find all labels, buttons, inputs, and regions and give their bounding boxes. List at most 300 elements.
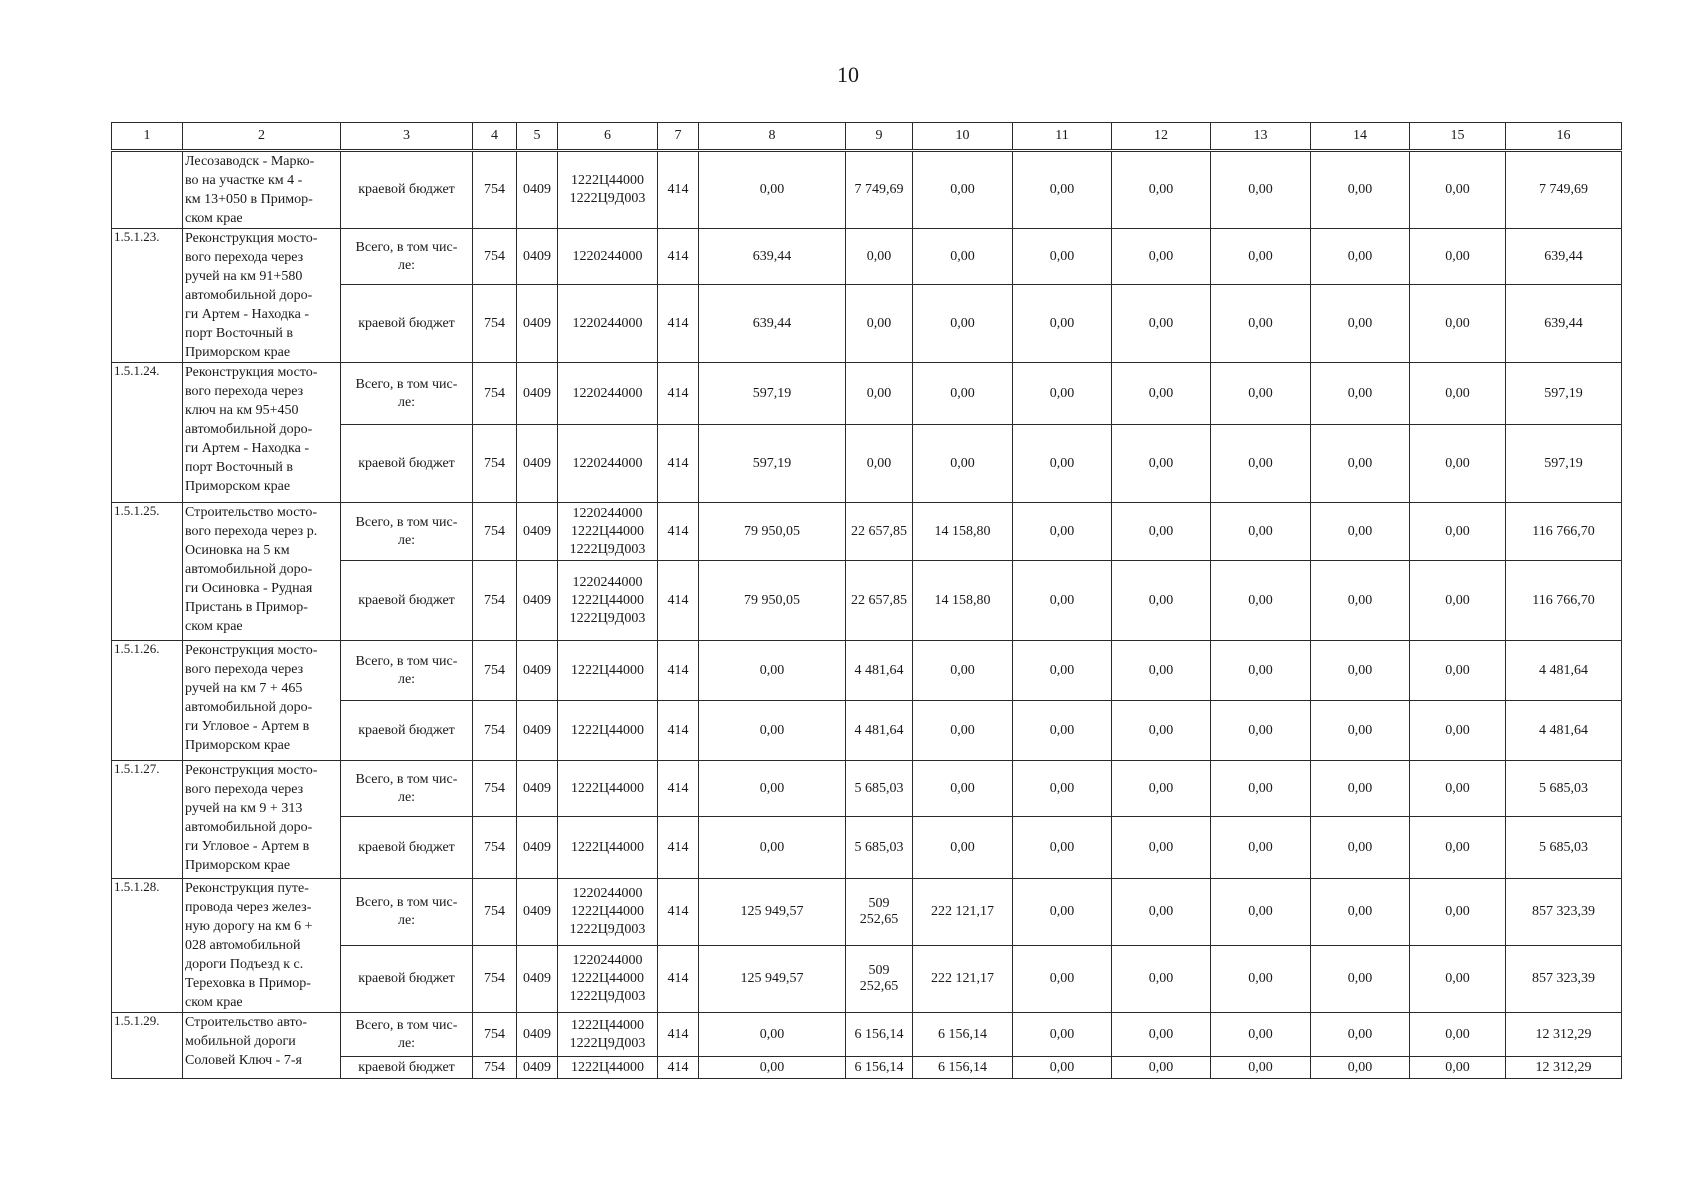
amount-cell: 509 252,65 bbox=[846, 879, 913, 946]
amount-cell: 0,00 bbox=[1410, 761, 1506, 817]
amount-cell: 0,00 bbox=[1112, 817, 1211, 879]
text-line: ле: bbox=[397, 913, 416, 928]
item-code: 1.5.1.24. bbox=[112, 363, 183, 503]
funding-source bbox=[341, 641, 473, 701]
amount-cell: 4 481,64 bbox=[1506, 701, 1622, 761]
expense-type-code: 414 bbox=[658, 761, 699, 817]
amount-cell: 597,19 bbox=[1506, 363, 1622, 425]
amount-cell: 0,00 bbox=[1410, 641, 1506, 701]
ministry-code: 754 bbox=[473, 229, 517, 285]
target-article-code bbox=[558, 761, 658, 817]
amount-cell: 0,00 bbox=[1311, 561, 1410, 641]
funding-source bbox=[341, 946, 473, 1013]
text-line: краевой бюджет bbox=[358, 722, 455, 738]
funding-source bbox=[341, 151, 473, 229]
amount-cell: 0,00 bbox=[1211, 561, 1311, 641]
text-line: 1220244000 bbox=[572, 953, 643, 968]
table-body bbox=[112, 151, 1622, 1079]
funding-source bbox=[341, 817, 473, 879]
amount-cell: 0,00 bbox=[1112, 425, 1211, 503]
amount-cell: 639,44 bbox=[699, 285, 846, 363]
text-line: краевой бюджет bbox=[358, 455, 455, 471]
text-line: Соловей Ключ - 7-я bbox=[185, 1053, 302, 1068]
section-code: 0409 bbox=[517, 285, 558, 363]
amount-cell: 0,00 bbox=[1112, 1057, 1211, 1079]
amount-cell: 222 121,17 bbox=[913, 879, 1013, 946]
text-line: во на участке км 4 - bbox=[185, 173, 303, 188]
text-line: 1222Ц44000 bbox=[570, 1059, 645, 1075]
text-line: автомобильной доро- bbox=[185, 288, 313, 303]
amount-cell: 0,00 bbox=[1311, 285, 1410, 363]
section-code: 0409 bbox=[517, 503, 558, 561]
text-line: 028 автомобильной bbox=[185, 938, 301, 953]
section-code: 0409 bbox=[517, 151, 558, 229]
amount-cell: 0,00 bbox=[913, 701, 1013, 761]
amount-cell: 0,00 bbox=[1013, 363, 1112, 425]
text-line: 1222Ц9Д003 bbox=[569, 989, 646, 1004]
column-header: 7 bbox=[658, 123, 699, 151]
table-row bbox=[112, 229, 1622, 285]
text-line: вого перехода через bbox=[185, 384, 304, 399]
amount-cell: 22 657,85 bbox=[846, 561, 913, 641]
item-name bbox=[183, 503, 341, 641]
amount-cell: 0,00 bbox=[1311, 363, 1410, 425]
amount-cell: 0,00 bbox=[1410, 946, 1506, 1013]
column-header: 16 bbox=[1506, 123, 1622, 151]
amount-cell: 0,00 bbox=[1211, 817, 1311, 879]
expense-type-code: 414 bbox=[658, 425, 699, 503]
funding-source bbox=[341, 561, 473, 641]
amount-cell: 12 312,29 bbox=[1506, 1013, 1622, 1057]
expense-type-code: 414 bbox=[658, 1013, 699, 1057]
section-code: 0409 bbox=[517, 229, 558, 285]
funding-source bbox=[341, 503, 473, 561]
column-header: 6 bbox=[558, 123, 658, 151]
expense-type-code: 414 bbox=[658, 946, 699, 1013]
text-line: Осиновка на 5 км bbox=[185, 543, 290, 558]
amount-cell: 0,00 bbox=[913, 425, 1013, 503]
amount-cell: 0,00 bbox=[699, 761, 846, 817]
amount-cell: 0,00 bbox=[913, 151, 1013, 229]
text-line: ключ на км 95+450 bbox=[185, 403, 299, 418]
amount-cell: 14 158,80 bbox=[913, 503, 1013, 561]
item-name bbox=[183, 761, 341, 879]
item-name bbox=[183, 151, 341, 229]
amount-cell: 6 156,14 bbox=[913, 1057, 1013, 1079]
table-row bbox=[112, 879, 1622, 946]
text-line: ручей на км 9 + 313 bbox=[185, 801, 303, 816]
target-article-code bbox=[558, 879, 658, 946]
item-code: 1.5.1.26. bbox=[112, 641, 183, 761]
item-name bbox=[183, 879, 341, 1013]
amount-cell: 0,00 bbox=[1410, 285, 1506, 363]
amount-cell: 5 685,03 bbox=[846, 817, 913, 879]
amount-cell: 0,00 bbox=[1013, 229, 1112, 285]
amount-cell: 0,00 bbox=[913, 285, 1013, 363]
ministry-code: 754 bbox=[473, 817, 517, 879]
amount-cell: 0,00 bbox=[1013, 425, 1112, 503]
column-header: 1 bbox=[112, 123, 183, 151]
ministry-code: 754 bbox=[473, 561, 517, 641]
amount-cell: 79 950,05 bbox=[699, 503, 846, 561]
target-article-code bbox=[558, 363, 658, 425]
target-article-code bbox=[558, 561, 658, 641]
amount-cell: 6 156,14 bbox=[846, 1013, 913, 1057]
text-line: вого перехода через bbox=[185, 782, 304, 797]
text-line: ском крае bbox=[185, 995, 243, 1010]
ministry-code: 754 bbox=[473, 1013, 517, 1057]
text-line: 1220244000 bbox=[572, 505, 643, 521]
ministry-code: 754 bbox=[473, 285, 517, 363]
text-line: ле: bbox=[397, 532, 416, 548]
amount-cell: 116 766,70 bbox=[1506, 561, 1622, 641]
expense-type-code: 414 bbox=[658, 817, 699, 879]
amount-cell: 0,00 bbox=[1112, 1013, 1211, 1057]
text-line: ручей на км 7 + 465 bbox=[185, 681, 303, 696]
amount-cell: 0,00 bbox=[1211, 503, 1311, 561]
amount-cell: 5 685,03 bbox=[846, 761, 913, 817]
amount-cell: 0,00 bbox=[913, 641, 1013, 701]
amount-cell: 116 766,70 bbox=[1506, 503, 1622, 561]
target-article-code bbox=[558, 425, 658, 503]
section-code: 0409 bbox=[517, 701, 558, 761]
amount-cell: 4 481,64 bbox=[846, 701, 913, 761]
expense-type-code: 414 bbox=[658, 561, 699, 641]
column-header: 12 bbox=[1112, 123, 1211, 151]
text-line: дороги Подъезд к с. bbox=[185, 957, 304, 972]
item-code: 1.5.1.29. bbox=[112, 1013, 183, 1079]
amount-cell: 0,00 bbox=[1112, 363, 1211, 425]
amount-cell: 0,00 bbox=[1013, 879, 1112, 946]
amount-cell: 0,00 bbox=[1013, 151, 1112, 229]
funding-source bbox=[341, 879, 473, 946]
text-line: ском крае bbox=[185, 619, 243, 634]
column-header: 4 bbox=[473, 123, 517, 151]
table-row bbox=[112, 151, 1622, 229]
amount-cell: 0,00 bbox=[699, 817, 846, 879]
amount-cell: 0,00 bbox=[1013, 761, 1112, 817]
text-line: Всего, в том чис- bbox=[355, 771, 458, 787]
table-row bbox=[112, 761, 1622, 817]
amount-cell: 0,00 bbox=[1410, 425, 1506, 503]
target-article-code bbox=[558, 285, 658, 363]
amount-cell: 22 657,85 bbox=[846, 503, 913, 561]
amount-cell: 0,00 bbox=[699, 151, 846, 229]
text-line: Приморском крае bbox=[185, 345, 291, 360]
amount-cell: 0,00 bbox=[1311, 946, 1410, 1013]
text-line: мобильной дороги bbox=[185, 1034, 296, 1049]
amount-cell: 0,00 bbox=[1311, 641, 1410, 701]
amount-cell: 0,00 bbox=[1013, 1057, 1112, 1079]
text-line: вого перехода через bbox=[185, 662, 304, 677]
expense-type-code: 414 bbox=[658, 229, 699, 285]
amount-cell: 0,00 bbox=[1112, 641, 1211, 701]
funding-source bbox=[341, 363, 473, 425]
target-article-code bbox=[558, 1057, 658, 1079]
text-line: Всего, в том чис- bbox=[355, 376, 458, 392]
text-line: 1222Ц9Д003 bbox=[569, 922, 646, 937]
text-line: 1220244000 bbox=[572, 574, 643, 590]
text-line: ручей на км 91+580 bbox=[185, 269, 303, 284]
funding-source bbox=[341, 1057, 473, 1079]
text-line: 1222Ц9Д003 bbox=[569, 1035, 646, 1051]
amount-cell: 0,00 bbox=[1112, 761, 1211, 817]
table-row bbox=[112, 641, 1622, 701]
amount-cell: 0,00 bbox=[1112, 151, 1211, 229]
amount-cell: 0,00 bbox=[1013, 641, 1112, 701]
ministry-code: 754 bbox=[473, 503, 517, 561]
text-line: 1220244000 bbox=[572, 248, 643, 264]
target-article-code bbox=[558, 229, 658, 285]
text-line: 1222Ц44000 bbox=[570, 839, 645, 855]
amount-cell: 0,00 bbox=[1311, 761, 1410, 817]
table-row bbox=[112, 503, 1622, 561]
text-line: автомобильной доро- bbox=[185, 562, 313, 577]
section-code: 0409 bbox=[517, 817, 558, 879]
amount-cell: 0,00 bbox=[1311, 503, 1410, 561]
text-line: 1220244000 bbox=[572, 455, 643, 471]
text-line: Реконструкция мосто- bbox=[185, 231, 318, 246]
column-header: 10 bbox=[913, 123, 1013, 151]
expense-type-code: 414 bbox=[658, 151, 699, 229]
amount-cell: 6 156,14 bbox=[846, 1057, 913, 1079]
item-name bbox=[183, 1013, 341, 1079]
amount-cell: 0,00 bbox=[1112, 879, 1211, 946]
funding-source bbox=[341, 425, 473, 503]
amount-cell: 0,00 bbox=[1211, 946, 1311, 1013]
text-line: Приморском крае bbox=[185, 479, 291, 494]
amount-cell: 0,00 bbox=[1013, 285, 1112, 363]
text-line: вого перехода через bbox=[185, 250, 304, 265]
amount-cell: 0,00 bbox=[1311, 817, 1410, 879]
text-line: Реконструкция путе- bbox=[185, 881, 309, 896]
amount-cell: 5 685,03 bbox=[1506, 761, 1622, 817]
amount-cell: 0,00 bbox=[699, 1013, 846, 1057]
budget-table bbox=[111, 122, 1622, 1079]
text-line: краевой бюджет bbox=[358, 315, 455, 331]
text-line: 1220244000 bbox=[572, 886, 643, 901]
amount-cell: 0,00 bbox=[1013, 1013, 1112, 1057]
column-header: 2 bbox=[183, 123, 341, 151]
section-code: 0409 bbox=[517, 946, 558, 1013]
amount-cell: 0,00 bbox=[1311, 151, 1410, 229]
amount-cell: 0,00 bbox=[1410, 151, 1506, 229]
text-line: порт Восточный в bbox=[185, 460, 293, 475]
amount-cell: 0,00 bbox=[1013, 817, 1112, 879]
text-line: Всего, в том чис- bbox=[355, 514, 458, 530]
amount-cell: 0,00 bbox=[1410, 1057, 1506, 1079]
text-line: краевой бюджет bbox=[358, 592, 455, 608]
text-line: порт Восточный в bbox=[185, 326, 293, 341]
text-line: Строительство мосто- bbox=[185, 505, 318, 520]
amount-cell: 0,00 bbox=[846, 363, 913, 425]
amount-cell: 857 323,39 bbox=[1506, 946, 1622, 1013]
amount-cell: 509 252,65 bbox=[846, 946, 913, 1013]
text-line: ском крае bbox=[185, 211, 243, 226]
amount-cell: 0,00 bbox=[1410, 1013, 1506, 1057]
page-number: 10 bbox=[837, 62, 859, 87]
amount-cell: 7 749,69 bbox=[1506, 151, 1622, 229]
amount-cell: 0,00 bbox=[1211, 761, 1311, 817]
text-line: краевой бюджет bbox=[358, 839, 455, 855]
text-line: ги Артем - Находка - bbox=[185, 307, 309, 322]
target-article-code bbox=[558, 817, 658, 879]
amount-cell: 125 949,57 bbox=[699, 879, 846, 946]
text-line: км 13+050 в Примор- bbox=[185, 192, 313, 207]
section-code: 0409 bbox=[517, 363, 558, 425]
text-line: Строительство авто- bbox=[185, 1015, 308, 1030]
text-line: ги Артем - Находка - bbox=[185, 441, 309, 456]
text-line: 1222Ц44000 bbox=[570, 971, 645, 986]
amount-cell: 222 121,17 bbox=[913, 946, 1013, 1013]
text-line: автомобильной доро- bbox=[185, 700, 313, 715]
amount-cell: 0,00 bbox=[1311, 1057, 1410, 1079]
item-code bbox=[112, 151, 183, 229]
text-line: 1222Ц44000 bbox=[570, 780, 645, 796]
text-line: ги Осиновка - Рудная bbox=[185, 581, 313, 596]
amount-cell: 0,00 bbox=[1410, 363, 1506, 425]
text-line: 1220244000 bbox=[572, 315, 643, 331]
item-name bbox=[183, 229, 341, 363]
text-line: Пристань в Примор- bbox=[185, 600, 308, 615]
amount-cell: 597,19 bbox=[1506, 425, 1622, 503]
amount-cell: 0,00 bbox=[1013, 503, 1112, 561]
item-code: 1.5.1.25. bbox=[112, 503, 183, 641]
column-header: 9 bbox=[846, 123, 913, 151]
text-line: ги Угловое - Артем в bbox=[185, 839, 310, 854]
amount-cell: 0,00 bbox=[1211, 1013, 1311, 1057]
text-line: 1222Ц44000 bbox=[570, 722, 645, 738]
funding-source bbox=[341, 285, 473, 363]
column-header: 11 bbox=[1013, 123, 1112, 151]
item-code: 1.5.1.27. bbox=[112, 761, 183, 879]
text-line: ле: bbox=[397, 789, 416, 805]
amount-cell: 597,19 bbox=[699, 425, 846, 503]
table-row bbox=[112, 1013, 1622, 1057]
expense-type-code: 414 bbox=[658, 285, 699, 363]
amount-cell: 0,00 bbox=[1211, 285, 1311, 363]
text-line: автомобильной доро- bbox=[185, 820, 313, 835]
expense-type-code: 414 bbox=[658, 1057, 699, 1079]
amount-cell: 0,00 bbox=[846, 229, 913, 285]
text-line: 1222Ц44000 bbox=[570, 523, 645, 539]
funding-source bbox=[341, 229, 473, 285]
text-line: ле: bbox=[397, 671, 416, 687]
funding-source bbox=[341, 761, 473, 817]
amount-cell: 0,00 bbox=[1311, 1013, 1410, 1057]
target-article-code bbox=[558, 1013, 658, 1057]
ministry-code: 754 bbox=[473, 363, 517, 425]
expense-type-code: 414 bbox=[658, 503, 699, 561]
amount-cell: 0,00 bbox=[699, 641, 846, 701]
text-line: Всего, в том чис- bbox=[355, 653, 458, 669]
section-code: 0409 bbox=[517, 879, 558, 946]
item-name bbox=[183, 641, 341, 761]
funding-source bbox=[341, 701, 473, 761]
amount-cell: 0,00 bbox=[1311, 879, 1410, 946]
amount-cell: 0,00 bbox=[1112, 503, 1211, 561]
text-line: ле: bbox=[397, 1035, 416, 1051]
amount-cell: 0,00 bbox=[1112, 229, 1211, 285]
amount-cell: 0,00 bbox=[1410, 561, 1506, 641]
amount-cell: 0,00 bbox=[1112, 701, 1211, 761]
amount-cell: 0,00 bbox=[913, 761, 1013, 817]
text-line: 1222Ц9Д003 bbox=[569, 610, 646, 626]
item-code: 1.5.1.23. bbox=[112, 229, 183, 363]
ministry-code: 754 bbox=[473, 1057, 517, 1079]
column-header: 14 bbox=[1311, 123, 1410, 151]
amount-cell: 0,00 bbox=[1112, 561, 1211, 641]
target-article-code bbox=[558, 701, 658, 761]
amount-cell: 0,00 bbox=[1211, 363, 1311, 425]
amount-cell: 0,00 bbox=[1211, 879, 1311, 946]
header-row bbox=[112, 123, 1622, 151]
column-header: 15 bbox=[1410, 123, 1506, 151]
target-article-code bbox=[558, 503, 658, 561]
ministry-code: 754 bbox=[473, 701, 517, 761]
column-header: 3 bbox=[341, 123, 473, 151]
target-article-code bbox=[558, 151, 658, 229]
target-article-code bbox=[558, 641, 658, 701]
text-line: Всего, в том чис- bbox=[355, 895, 458, 910]
column-header: 8 bbox=[699, 123, 846, 151]
amount-cell: 0,00 bbox=[1211, 425, 1311, 503]
amount-cell: 0,00 bbox=[1410, 879, 1506, 946]
amount-cell: 0,00 bbox=[699, 1057, 846, 1079]
expense-type-code: 414 bbox=[658, 363, 699, 425]
text-line: Реконструкция мосто- bbox=[185, 643, 318, 658]
amount-cell: 0,00 bbox=[913, 817, 1013, 879]
amount-cell: 0,00 bbox=[699, 701, 846, 761]
amount-cell: 5 685,03 bbox=[1506, 817, 1622, 879]
text-line: ле: bbox=[397, 394, 416, 410]
amount-cell: 0,00 bbox=[1410, 701, 1506, 761]
section-code: 0409 bbox=[517, 1057, 558, 1079]
text-line: Лесозаводск - Марко- bbox=[185, 154, 315, 169]
section-code: 0409 bbox=[517, 641, 558, 701]
column-header: 5 bbox=[517, 123, 558, 151]
amount-cell: 14 158,80 bbox=[913, 561, 1013, 641]
item-name bbox=[183, 363, 341, 503]
amount-cell: 0,00 bbox=[1211, 1057, 1311, 1079]
text-line: 1222Ц44000 bbox=[570, 592, 645, 608]
amount-cell: 7 749,69 bbox=[846, 151, 913, 229]
section-code: 0409 bbox=[517, 1013, 558, 1057]
expense-type-code: 414 bbox=[658, 641, 699, 701]
text-line: ную дорогу на км 6 + bbox=[185, 919, 313, 934]
text-line: 1222Ц44000 bbox=[570, 1017, 645, 1033]
amount-cell: 0,00 bbox=[1013, 561, 1112, 641]
ministry-code: 754 bbox=[473, 879, 517, 946]
text-line: 1222Ц44000 bbox=[570, 904, 645, 919]
table-row bbox=[112, 363, 1622, 425]
amount-cell: 0,00 bbox=[1211, 641, 1311, 701]
amount-cell: 639,44 bbox=[699, 229, 846, 285]
amount-cell: 0,00 bbox=[846, 425, 913, 503]
section-code: 0409 bbox=[517, 561, 558, 641]
amount-cell: 0,00 bbox=[1311, 701, 1410, 761]
ministry-code: 754 bbox=[473, 425, 517, 503]
amount-cell: 0,00 bbox=[1112, 946, 1211, 1013]
text-line: Тереховка в Примор- bbox=[185, 976, 311, 991]
text-line: Реконструкция мосто- bbox=[185, 365, 318, 380]
amount-cell: 0,00 bbox=[1211, 701, 1311, 761]
amount-cell: 639,44 bbox=[1506, 229, 1622, 285]
amount-cell: 0,00 bbox=[1311, 229, 1410, 285]
amount-cell: 0,00 bbox=[913, 229, 1013, 285]
text-line: Реконструкция мосто- bbox=[185, 763, 318, 778]
ministry-code: 754 bbox=[473, 946, 517, 1013]
